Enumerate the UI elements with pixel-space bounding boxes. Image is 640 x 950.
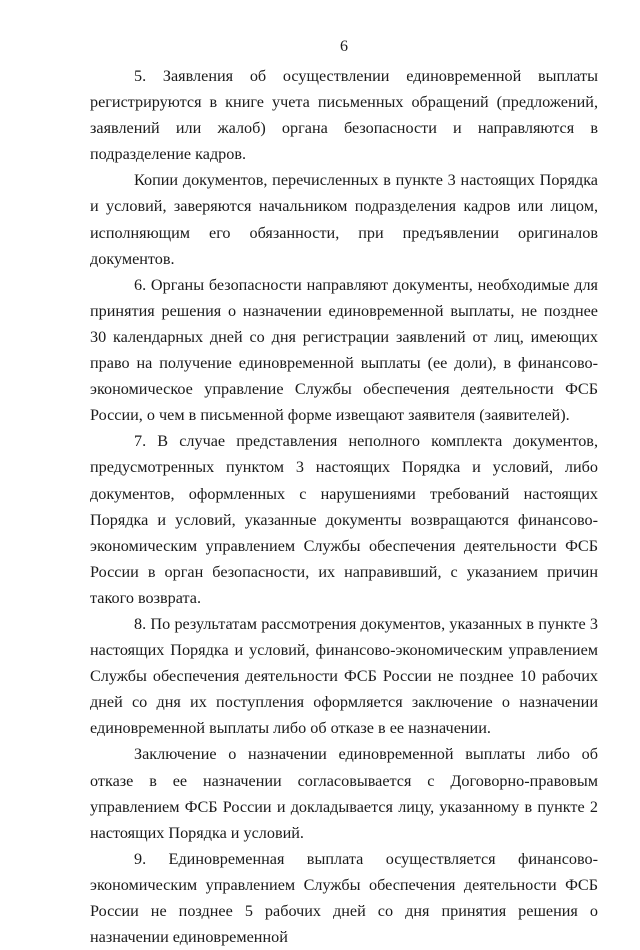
paragraph-9: 9. Единовременная выплата осуществляется финансово-экономическим управлением Службы обеспечения деятельности ФСБ России не позднее 5 рабочих дней со дня принятия решения о назначении единовременной bbox=[90, 849, 598, 947]
paragraph-7: 7. В случае представления неполного комплекта документов, предусмотренных пунктом 3 настоящих Порядка и условий, либо документов, оформленных с нарушениями требований настоящих Порядка и условий, указанные документы возвращаются финансово-экономическим управлением Службы обеспечения деятельности ФСБ России в орган безопасности, их направивший, с указанием причин такого возврата. bbox=[90, 432, 598, 607]
paragraph-copies: Копии документов, перечисленных в пункте 3 настоящих Порядка и условий, заверяются начальником подразделения кадров или лицом, исполняющим его обязанности, при предъявлении оригиналов документов. bbox=[90, 171, 598, 268]
paragraph-conclusion: Заключение о назначении единовременной выплаты либо об отказе в ее назначении согласовывается с Договорно-правовым управлением ФСБ России и докладывается лицу, указанному в пункте 2 настоящих Порядка и условий. bbox=[90, 745, 598, 842]
document-page bbox=[90, 0, 598, 947]
document-body bbox=[90, 63, 598, 950]
page-number: 6 bbox=[340, 38, 348, 55]
paragraph-6: 6. Органы безопасности направляют документы, необходимые для принятия решения о назначении единовременной выплаты, не позднее 30 календарных дней со дня регистрации заявлений от лиц, имеющих право на получение единовременной выплаты (ее доли), в финансово-экономическое управление Службы обеспечения деятельности ФСБ России, о чем в письменной форме извещают заявителя (заявителей). bbox=[90, 275, 598, 425]
paragraph-5: 5. Заявления об осуществлении единовременной выплаты регистрируются в книге учета письменных обращений (предложений, заявлений или жалоб) органа безопасности и направляются в подразделение кадров. bbox=[90, 67, 598, 164]
paragraph-8: 8. По результатам рассмотрения документов, указанных в пункте 3 настоящих Порядка и условий, финансово-экономическим управлением Службы обеспечения деятельности ФСБ России не позднее 10 рабочих дней со дня их поступления оформляется заключение о назначении единовременной выплаты либо об отказе в ее назначении. bbox=[90, 614, 598, 738]
